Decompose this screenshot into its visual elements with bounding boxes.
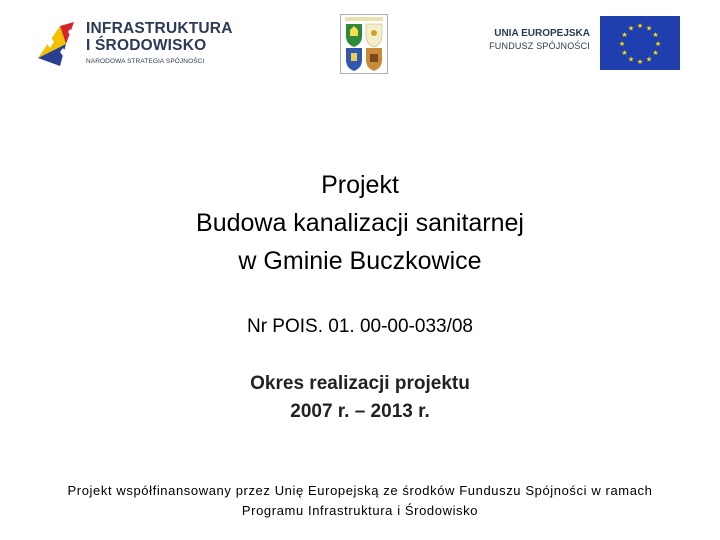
svg-text:★: ★ (621, 49, 628, 57)
logo-title-line1: INFRASTRUKTURA (86, 20, 233, 37)
svg-text:★: ★ (618, 40, 626, 48)
star-mark-icon (30, 12, 78, 74)
svg-text:★: ★ (636, 22, 644, 30)
municipal-crests-icon (340, 14, 388, 74)
footer-line1: Projekt współfinansowany przez Unię Europejską ze środków Funduszu Spójności w ramach (67, 483, 653, 498)
logo-title-line2: I ŚRODOWISKO (86, 37, 207, 54)
period-dates: 2007 r. – 2013 r. (290, 401, 430, 422)
svg-text:★: ★ (645, 24, 653, 33)
svg-text:★: ★ (621, 31, 628, 39)
svg-text:★: ★ (627, 55, 635, 64)
implementation-period (0, 370, 720, 426)
period-label: Okres realizacji projektu (250, 373, 470, 394)
title-line1: Projekt (321, 171, 399, 199)
svg-text:★: ★ (654, 40, 662, 48)
logo-subtitle: NARODOWA STRATEGIA SPÓJNOŚCI (86, 58, 205, 65)
footer-line2: Programu Infrastruktura i Środowisko (241, 503, 479, 518)
project-title (0, 166, 720, 280)
svg-text:★: ★ (636, 58, 644, 66)
eu-flag-icon (600, 16, 680, 70)
title-line2: Budowa kanalizacji sanitarnej (196, 209, 524, 237)
eu-logo-line1: UNIA EUROPEJSKA (494, 28, 590, 39)
infrastruktura-logo (30, 12, 235, 74)
svg-text:★: ★ (652, 49, 659, 57)
title-line3: w Gminie Buczkowice (238, 247, 482, 275)
svg-text:★: ★ (652, 31, 659, 39)
eu-cohesion-fund-logo (480, 16, 685, 74)
project-number: Nr POIS. 01. 00-00-033/08 (246, 316, 473, 337)
cofinancing-note (0, 481, 720, 521)
svg-text:★: ★ (645, 55, 653, 64)
svg-text:★: ★ (627, 24, 635, 33)
eu-logo-line2: FUNDUSZ SPÓJNOŚCI (489, 41, 590, 51)
